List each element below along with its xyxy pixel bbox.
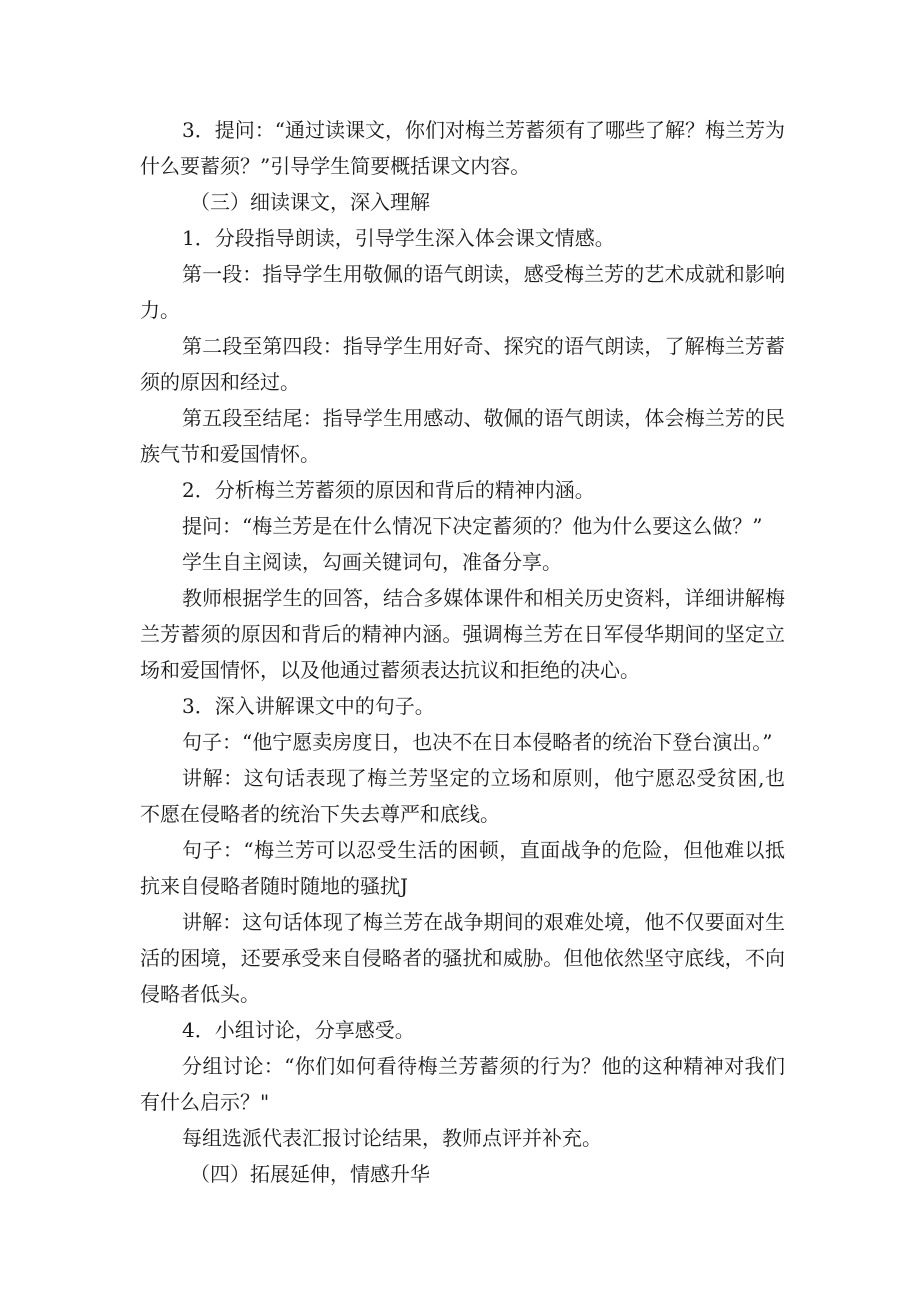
section-heading-4: （四）拓展延伸，情感升华	[190, 1162, 430, 1186]
body-paragraph-segment-1: 第一段：指导学生用敬佩的语气朗读，感受梅兰芳的艺术成就和影响力。	[140, 262, 785, 322]
body-paragraph-explain-2: 讲解：这句话体现了梅兰芳在战争期间的艰难处境，他不仅要面对生活的困境，还要承受来自侵略者的骚扰和威胁。但他依然坚守底线，不向侵略者低头。	[140, 910, 785, 1006]
body-paragraph-sentence-2: 句子：“梅兰芳可以忍受生活的困顿，直面战争的危险，但他难以抵抗来自侵略者随时随地的骚扰J	[140, 838, 785, 898]
document-body	[140, 112, 785, 1192]
item-paragraph-4-discussion: 4．小组讨论，分享感受。	[182, 1018, 415, 1042]
body-paragraph-sentence-1: 句子：“他宁愿卖房度日，也决不在日本侵略者的统治下登台演出。”	[182, 730, 773, 754]
body-paragraph-question: 提问：“梅兰芳是在什么情况下决定蓄须的？他为什么要这么做？”	[182, 514, 763, 538]
body-paragraph-explain-1: 讲解：这句话表现了梅兰芳坚定的立场和原则，他宁愿忍受贫困,也不愿在侵略者的统治下失去尊严和底线。	[140, 766, 785, 826]
body-paragraph-report: 每组选派代表汇报讨论结果，教师点评并补充。	[182, 1126, 602, 1150]
body-paragraph-segment-5-end: 第五段至结尾：指导学生用感动、敬佩的语气朗读，体会梅兰芳的民族气节和爱国情怀。	[140, 406, 785, 466]
body-paragraph-group-discussion: 分组讨论：“你们如何看待梅兰芳蓄须的行为？他的这种精神对我们有什么启示？"	[140, 1054, 785, 1114]
item-paragraph-2-analysis: 2．分析梅兰芳蓄须的原因和背后的精神内涵。	[182, 478, 595, 502]
item-paragraph-3-sentences: 3．深入讲解课文中的句子。	[182, 694, 435, 718]
item-paragraph-1-reading: 1．分段指导朗读，引导学生深入体会课文情感。	[182, 226, 615, 250]
body-paragraph-teacher-explain: 教师根据学生的回答，结合多媒体课件和相关历史资料，详细讲解梅兰芳蓄须的原因和背后的精神内涵。强调梅兰芳在日军侵华期间的坚定立场和爱国情怀，以及他通过蓄须表达抗议和拒绝的决心。	[140, 586, 785, 682]
body-paragraph-segment-2-4: 第二段至第四段：指导学生用好奇、探究的语气朗读，了解梅兰芳蓄须的原因和经过。	[140, 334, 785, 394]
item-paragraph-3-question: 3．提问：“通过读课文，你们对梅兰芳蓄须有了哪些了解？梅兰芳为什么要蓄须？”引导学生简要概括课文内容。	[140, 118, 785, 178]
section-heading-3: （三）细读课文，深入理解	[190, 190, 430, 214]
body-paragraph-self-reading: 学生自主阅读，勾画关键词句，准备分享。	[182, 550, 562, 574]
